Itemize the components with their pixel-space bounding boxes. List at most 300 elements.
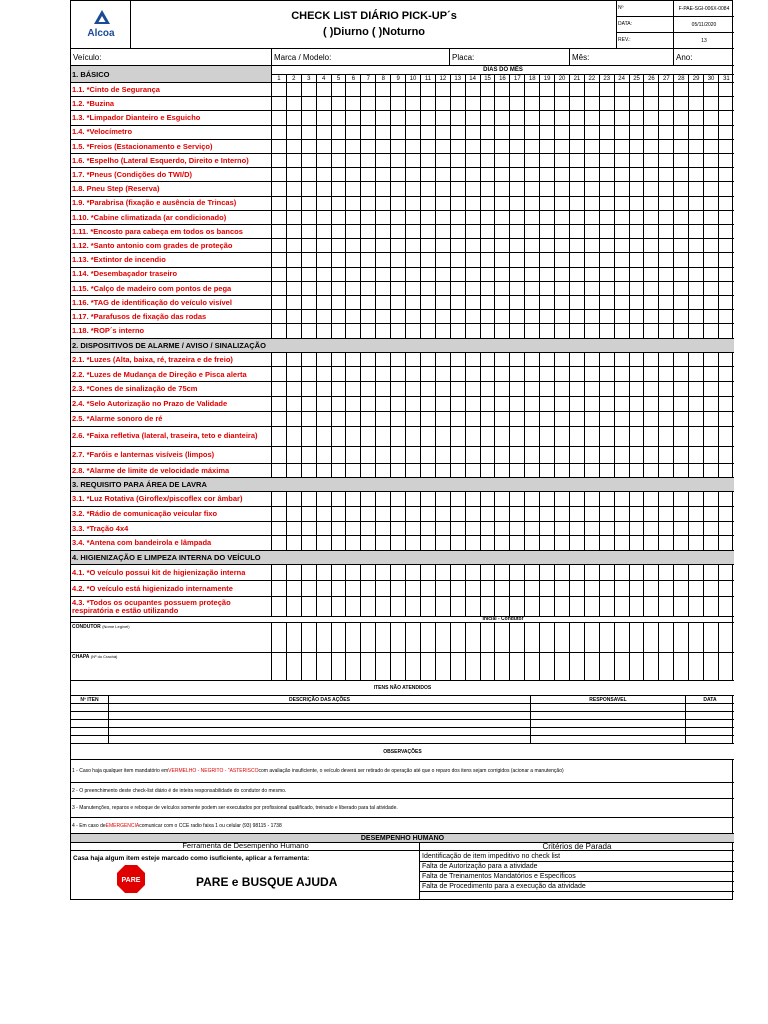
- day-check-cell[interactable]: [406, 382, 421, 396]
- day-check-cell[interactable]: [555, 623, 570, 652]
- day-check-cell[interactable]: [496, 154, 511, 167]
- day-check-cell[interactable]: [496, 581, 511, 596]
- day-check-cell[interactable]: [570, 282, 585, 295]
- day-check-cell[interactable]: [347, 225, 362, 238]
- day-check-cell[interactable]: [570, 522, 585, 536]
- day-check-cell[interactable]: [570, 412, 585, 426]
- day-check-cell[interactable]: [481, 140, 496, 153]
- day-check-cell[interactable]: [645, 239, 660, 252]
- day-check-cell[interactable]: [719, 154, 734, 167]
- day-check-cell[interactable]: [272, 126, 287, 139]
- day-check-cell[interactable]: [570, 111, 585, 124]
- day-check-cell[interactable]: [719, 282, 734, 295]
- day-check-cell[interactable]: [376, 367, 391, 381]
- day-check-cell[interactable]: [659, 397, 674, 411]
- day-check-cell[interactable]: [287, 83, 302, 96]
- day-check-cell[interactable]: [481, 282, 496, 295]
- day-check-cell[interactable]: [466, 197, 481, 210]
- day-check-cell[interactable]: [317, 140, 332, 153]
- day-check-cell[interactable]: [645, 382, 660, 396]
- day-check-cell[interactable]: [674, 182, 689, 195]
- day-check-cell[interactable]: [347, 154, 362, 167]
- day-check-cell[interactable]: [317, 447, 332, 463]
- day-check-cell[interactable]: [302, 367, 317, 381]
- day-check-cell[interactable]: [466, 310, 481, 323]
- not-attended-cell[interactable]: [531, 704, 686, 711]
- day-check-cell[interactable]: [540, 111, 555, 124]
- day-check-cell[interactable]: [510, 168, 525, 181]
- day-check-cell[interactable]: [436, 268, 451, 281]
- day-check-cell[interactable]: [272, 412, 287, 426]
- day-check-cell[interactable]: [451, 225, 466, 238]
- day-check-cell[interactable]: [659, 197, 674, 210]
- day-check-cell[interactable]: [540, 382, 555, 396]
- day-check-cell[interactable]: [585, 83, 600, 96]
- day-check-cell[interactable]: [317, 225, 332, 238]
- day-check-cell[interactable]: [406, 239, 421, 252]
- day-check-cell[interactable]: [287, 464, 302, 478]
- day-check-cell[interactable]: [406, 140, 421, 153]
- day-check-cell[interactable]: [302, 168, 317, 181]
- day-check-cell[interactable]: [287, 211, 302, 224]
- day-check-cell[interactable]: [451, 447, 466, 463]
- day-check-cell[interactable]: [332, 182, 347, 195]
- day-check-cell[interactable]: [510, 507, 525, 521]
- day-check-cell[interactable]: [689, 253, 704, 266]
- day-check-cell[interactable]: [540, 536, 555, 550]
- day-check-cell[interactable]: [391, 225, 406, 238]
- day-check-cell[interactable]: [361, 211, 376, 224]
- day-check-cell[interactable]: [689, 507, 704, 521]
- day-check-cell[interactable]: [570, 427, 585, 446]
- day-check-cell[interactable]: [540, 324, 555, 337]
- day-check-cell[interactable]: [376, 565, 391, 580]
- day-check-cell[interactable]: [406, 197, 421, 210]
- day-check-cell[interactable]: [421, 623, 436, 652]
- day-check-cell[interactable]: [451, 97, 466, 110]
- day-check-cell[interactable]: [406, 268, 421, 281]
- day-check-cell[interactable]: [347, 367, 362, 381]
- day-check-cell[interactable]: [630, 168, 645, 181]
- day-check-cell[interactable]: [510, 597, 525, 616]
- day-check-cell[interactable]: [600, 492, 615, 506]
- day-check-cell[interactable]: [659, 324, 674, 337]
- day-check-cell[interactable]: [674, 397, 689, 411]
- day-check-cell[interactable]: [555, 182, 570, 195]
- day-check-cell[interactable]: [600, 623, 615, 652]
- day-check-cell[interactable]: [630, 447, 645, 463]
- day-check-cell[interactable]: [421, 581, 436, 596]
- day-check-cell[interactable]: [287, 492, 302, 506]
- day-check-cell[interactable]: [287, 565, 302, 580]
- day-check-cell[interactable]: [406, 536, 421, 550]
- day-check-cell[interactable]: [600, 447, 615, 463]
- day-check-cell[interactable]: [287, 310, 302, 323]
- day-check-cell[interactable]: [287, 225, 302, 238]
- day-check-cell[interactable]: [659, 225, 674, 238]
- day-check-cell[interactable]: [540, 397, 555, 411]
- day-check-cell[interactable]: [466, 507, 481, 521]
- day-check-cell[interactable]: [347, 412, 362, 426]
- day-check-cell[interactable]: [287, 253, 302, 266]
- day-check-cell[interactable]: [391, 97, 406, 110]
- day-check-cell[interactable]: [719, 353, 734, 367]
- day-check-cell[interactable]: [376, 653, 391, 680]
- day-check-cell[interactable]: [600, 97, 615, 110]
- day-check-cell[interactable]: [510, 211, 525, 224]
- day-check-cell[interactable]: [555, 168, 570, 181]
- day-check-cell[interactable]: [510, 412, 525, 426]
- day-check-cell[interactable]: [525, 182, 540, 195]
- day-check-cell[interactable]: [525, 140, 540, 153]
- day-check-cell[interactable]: [600, 382, 615, 396]
- day-check-cell[interactable]: [272, 239, 287, 252]
- day-check-cell[interactable]: [674, 310, 689, 323]
- day-check-cell[interactable]: [451, 492, 466, 506]
- day-check-cell[interactable]: [659, 282, 674, 295]
- day-check-cell[interactable]: [317, 111, 332, 124]
- day-check-cell[interactable]: [704, 412, 719, 426]
- day-check-cell[interactable]: [719, 447, 734, 463]
- day-check-cell[interactable]: [302, 522, 317, 536]
- day-check-cell[interactable]: [689, 367, 704, 381]
- day-check-cell[interactable]: [436, 182, 451, 195]
- day-check-cell[interactable]: [451, 397, 466, 411]
- day-check-cell[interactable]: [689, 140, 704, 153]
- day-check-cell[interactable]: [361, 427, 376, 446]
- day-check-cell[interactable]: [347, 324, 362, 337]
- day-check-cell[interactable]: [332, 268, 347, 281]
- day-check-cell[interactable]: [689, 126, 704, 139]
- day-check-cell[interactable]: [585, 253, 600, 266]
- day-check-cell[interactable]: [645, 397, 660, 411]
- day-check-cell[interactable]: [525, 126, 540, 139]
- day-check-cell[interactable]: [376, 239, 391, 252]
- day-check-cell[interactable]: [481, 154, 496, 167]
- day-check-cell[interactable]: [302, 536, 317, 550]
- day-check-cell[interactable]: [704, 464, 719, 478]
- day-check-cell[interactable]: [317, 522, 332, 536]
- day-check-cell[interactable]: [704, 367, 719, 381]
- day-check-cell[interactable]: [630, 427, 645, 446]
- day-check-cell[interactable]: [689, 197, 704, 210]
- day-check-cell[interactable]: [361, 653, 376, 680]
- day-check-cell[interactable]: [406, 427, 421, 446]
- day-check-cell[interactable]: [585, 268, 600, 281]
- day-check-cell[interactable]: [406, 353, 421, 367]
- day-check-cell[interactable]: [421, 522, 436, 536]
- day-check-cell[interactable]: [525, 427, 540, 446]
- day-check-cell[interactable]: [719, 83, 734, 96]
- day-check-cell[interactable]: [466, 565, 481, 580]
- day-check-cell[interactable]: [704, 282, 719, 295]
- day-check-cell[interactable]: [466, 324, 481, 337]
- day-check-cell[interactable]: [466, 597, 481, 616]
- day-check-cell[interactable]: [332, 83, 347, 96]
- day-check-cell[interactable]: [630, 225, 645, 238]
- day-check-cell[interactable]: [704, 83, 719, 96]
- day-check-cell[interactable]: [615, 367, 630, 381]
- day-check-cell[interactable]: [615, 282, 630, 295]
- day-check-cell[interactable]: [585, 324, 600, 337]
- day-check-cell[interactable]: [659, 412, 674, 426]
- day-check-cell[interactable]: [347, 353, 362, 367]
- day-check-cell[interactable]: [615, 492, 630, 506]
- day-check-cell[interactable]: [347, 182, 362, 195]
- day-check-cell[interactable]: [615, 412, 630, 426]
- day-check-cell[interactable]: [496, 353, 511, 367]
- day-check-cell[interactable]: [272, 597, 287, 616]
- day-check-cell[interactable]: [659, 623, 674, 652]
- day-check-cell[interactable]: [540, 154, 555, 167]
- day-check-cell[interactable]: [555, 197, 570, 210]
- day-check-cell[interactable]: [496, 140, 511, 153]
- day-check-cell[interactable]: [615, 597, 630, 616]
- day-check-cell[interactable]: [555, 464, 570, 478]
- day-check-cell[interactable]: [496, 507, 511, 521]
- day-check-cell[interactable]: [615, 239, 630, 252]
- day-check-cell[interactable]: [615, 536, 630, 550]
- day-check-cell[interactable]: [555, 412, 570, 426]
- day-check-cell[interactable]: [391, 140, 406, 153]
- day-check-cell[interactable]: [674, 268, 689, 281]
- day-check-cell[interactable]: [272, 282, 287, 295]
- day-check-cell[interactable]: [317, 397, 332, 411]
- day-check-cell[interactable]: [585, 367, 600, 381]
- day-check-cell[interactable]: [436, 239, 451, 252]
- day-check-cell[interactable]: [347, 597, 362, 616]
- day-check-cell[interactable]: [510, 310, 525, 323]
- day-check-cell[interactable]: [466, 412, 481, 426]
- day-check-cell[interactable]: [287, 581, 302, 596]
- day-check-cell[interactable]: [272, 464, 287, 478]
- day-check-cell[interactable]: [481, 581, 496, 596]
- not-attended-cell[interactable]: [686, 720, 734, 727]
- day-check-cell[interactable]: [570, 225, 585, 238]
- day-check-cell[interactable]: [466, 83, 481, 96]
- day-check-cell[interactable]: [570, 581, 585, 596]
- day-check-cell[interactable]: [317, 565, 332, 580]
- day-check-cell[interactable]: [630, 154, 645, 167]
- day-check-cell[interactable]: [540, 653, 555, 680]
- day-check-cell[interactable]: [659, 522, 674, 536]
- day-check-cell[interactable]: [585, 353, 600, 367]
- day-check-cell[interactable]: [510, 83, 525, 96]
- day-check-cell[interactable]: [570, 464, 585, 478]
- day-check-cell[interactable]: [466, 97, 481, 110]
- day-check-cell[interactable]: [332, 310, 347, 323]
- day-check-cell[interactable]: [496, 211, 511, 224]
- day-check-cell[interactable]: [272, 536, 287, 550]
- day-check-cell[interactable]: [317, 464, 332, 478]
- day-check-cell[interactable]: [630, 581, 645, 596]
- day-check-cell[interactable]: [287, 154, 302, 167]
- day-check-cell[interactable]: [361, 268, 376, 281]
- day-check-cell[interactable]: [347, 253, 362, 266]
- day-check-cell[interactable]: [302, 111, 317, 124]
- day-check-cell[interactable]: [302, 140, 317, 153]
- day-check-cell[interactable]: [540, 565, 555, 580]
- day-check-cell[interactable]: [540, 282, 555, 295]
- day-check-cell[interactable]: [570, 492, 585, 506]
- day-check-cell[interactable]: [451, 296, 466, 309]
- day-check-cell[interactable]: [451, 268, 466, 281]
- day-check-cell[interactable]: [540, 253, 555, 266]
- not-attended-cell[interactable]: [531, 720, 686, 727]
- day-check-cell[interactable]: [466, 536, 481, 550]
- day-check-cell[interactable]: [689, 282, 704, 295]
- day-check-cell[interactable]: [406, 397, 421, 411]
- day-check-cell[interactable]: [645, 126, 660, 139]
- day-check-cell[interactable]: [570, 211, 585, 224]
- day-check-cell[interactable]: [436, 324, 451, 337]
- day-check-cell[interactable]: [585, 182, 600, 195]
- day-check-cell[interactable]: [555, 126, 570, 139]
- day-check-cell[interactable]: [421, 565, 436, 580]
- day-check-cell[interactable]: [361, 581, 376, 596]
- day-check-cell[interactable]: [347, 581, 362, 596]
- day-check-cell[interactable]: [645, 168, 660, 181]
- day-check-cell[interactable]: [540, 623, 555, 652]
- day-check-cell[interactable]: [347, 447, 362, 463]
- day-check-cell[interactable]: [659, 182, 674, 195]
- day-check-cell[interactable]: [451, 382, 466, 396]
- day-check-cell[interactable]: [347, 126, 362, 139]
- day-check-cell[interactable]: [600, 168, 615, 181]
- day-check-cell[interactable]: [719, 623, 734, 652]
- day-check-cell[interactable]: [719, 168, 734, 181]
- day-check-cell[interactable]: [376, 126, 391, 139]
- day-check-cell[interactable]: [317, 427, 332, 446]
- day-check-cell[interactable]: [272, 268, 287, 281]
- day-check-cell[interactable]: [659, 168, 674, 181]
- day-check-cell[interactable]: [525, 623, 540, 652]
- day-check-cell[interactable]: [302, 83, 317, 96]
- day-check-cell[interactable]: [391, 211, 406, 224]
- day-check-cell[interactable]: [510, 324, 525, 337]
- day-check-cell[interactable]: [302, 268, 317, 281]
- day-check-cell[interactable]: [585, 412, 600, 426]
- day-check-cell[interactable]: [674, 111, 689, 124]
- day-check-cell[interactable]: [615, 397, 630, 411]
- day-check-cell[interactable]: [406, 182, 421, 195]
- day-check-cell[interactable]: [376, 197, 391, 210]
- day-check-cell[interactable]: [421, 140, 436, 153]
- day-check-cell[interactable]: [555, 447, 570, 463]
- day-check-cell[interactable]: [406, 282, 421, 295]
- day-check-cell[interactable]: [674, 507, 689, 521]
- day-check-cell[interactable]: [674, 427, 689, 446]
- day-check-cell[interactable]: [317, 296, 332, 309]
- day-check-cell[interactable]: [659, 253, 674, 266]
- day-check-cell[interactable]: [451, 310, 466, 323]
- day-check-cell[interactable]: [481, 239, 496, 252]
- day-check-cell[interactable]: [585, 97, 600, 110]
- day-check-cell[interactable]: [555, 382, 570, 396]
- day-check-cell[interactable]: [466, 581, 481, 596]
- not-attended-cell[interactable]: [109, 728, 531, 735]
- day-check-cell[interactable]: [615, 154, 630, 167]
- day-check-cell[interactable]: [421, 126, 436, 139]
- day-check-cell[interactable]: [361, 597, 376, 616]
- day-check-cell[interactable]: [689, 111, 704, 124]
- day-check-cell[interactable]: [436, 653, 451, 680]
- day-check-cell[interactable]: [645, 522, 660, 536]
- day-check-cell[interactable]: [510, 623, 525, 652]
- day-check-cell[interactable]: [525, 253, 540, 266]
- day-check-cell[interactable]: [645, 140, 660, 153]
- day-check-cell[interactable]: [421, 296, 436, 309]
- day-check-cell[interactable]: [540, 296, 555, 309]
- day-check-cell[interactable]: [287, 282, 302, 295]
- day-check-cell[interactable]: [659, 126, 674, 139]
- day-check-cell[interactable]: [525, 310, 540, 323]
- day-check-cell[interactable]: [302, 310, 317, 323]
- day-check-cell[interactable]: [645, 464, 660, 478]
- day-check-cell[interactable]: [689, 581, 704, 596]
- day-check-cell[interactable]: [540, 464, 555, 478]
- day-check-cell[interactable]: [659, 310, 674, 323]
- day-check-cell[interactable]: [615, 427, 630, 446]
- day-check-cell[interactable]: [540, 140, 555, 153]
- day-check-cell[interactable]: [436, 140, 451, 153]
- day-check-cell[interactable]: [347, 97, 362, 110]
- day-check-cell[interactable]: [272, 565, 287, 580]
- day-check-cell[interactable]: [406, 126, 421, 139]
- day-check-cell[interactable]: [630, 111, 645, 124]
- day-check-cell[interactable]: [540, 492, 555, 506]
- day-check-cell[interactable]: [719, 412, 734, 426]
- day-check-cell[interactable]: [317, 126, 332, 139]
- day-check-cell[interactable]: [630, 565, 645, 580]
- day-check-cell[interactable]: [332, 653, 347, 680]
- day-check-cell[interactable]: [436, 597, 451, 616]
- day-check-cell[interactable]: [600, 140, 615, 153]
- day-check-cell[interactable]: [436, 211, 451, 224]
- day-check-cell[interactable]: [361, 140, 376, 153]
- day-check-cell[interactable]: [570, 197, 585, 210]
- day-check-cell[interactable]: [510, 126, 525, 139]
- day-check-cell[interactable]: [406, 581, 421, 596]
- day-check-cell[interactable]: [674, 492, 689, 506]
- day-check-cell[interactable]: [436, 464, 451, 478]
- day-check-cell[interactable]: [525, 382, 540, 396]
- day-check-cell[interactable]: [436, 397, 451, 411]
- day-check-cell[interactable]: [376, 154, 391, 167]
- day-check-cell[interactable]: [555, 492, 570, 506]
- day-check-cell[interactable]: [704, 253, 719, 266]
- day-check-cell[interactable]: [496, 367, 511, 381]
- day-check-cell[interactable]: [451, 507, 466, 521]
- day-check-cell[interactable]: [630, 296, 645, 309]
- day-check-cell[interactable]: [615, 353, 630, 367]
- day-check-cell[interactable]: [600, 282, 615, 295]
- day-check-cell[interactable]: [406, 296, 421, 309]
- day-check-cell[interactable]: [659, 296, 674, 309]
- day-check-cell[interactable]: [615, 211, 630, 224]
- day-check-cell[interactable]: [689, 97, 704, 110]
- day-check-cell[interactable]: [347, 565, 362, 580]
- day-check-cell[interactable]: [600, 154, 615, 167]
- day-check-cell[interactable]: [436, 581, 451, 596]
- day-check-cell[interactable]: [600, 253, 615, 266]
- day-check-cell[interactable]: [630, 324, 645, 337]
- day-check-cell[interactable]: [600, 507, 615, 521]
- day-check-cell[interactable]: [630, 83, 645, 96]
- day-check-cell[interactable]: [496, 382, 511, 396]
- day-check-cell[interactable]: [659, 154, 674, 167]
- day-check-cell[interactable]: [645, 324, 660, 337]
